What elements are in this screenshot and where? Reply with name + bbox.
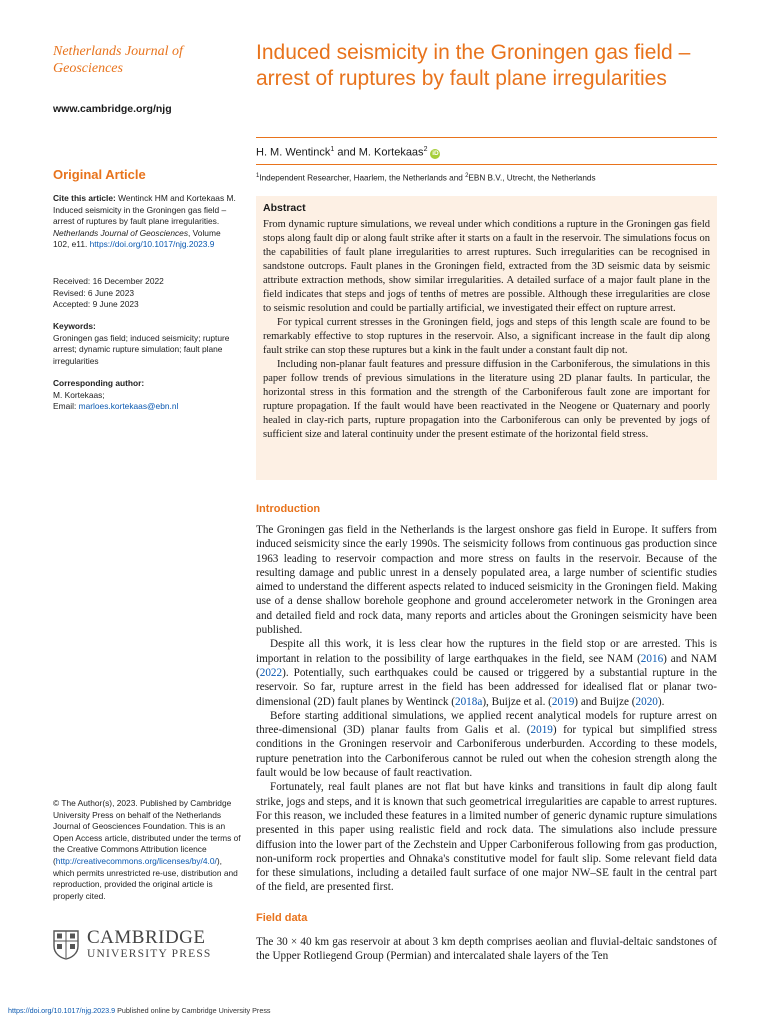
ref-buijze-2020[interactable]: 2020 xyxy=(635,695,658,708)
author-1[interactable]: H. M. Wentinck xyxy=(256,146,331,159)
authors-rule xyxy=(256,164,717,165)
intro-p2-text: ) and NAM ( xyxy=(256,652,717,679)
intro-paragraph-3 xyxy=(256,709,717,780)
journal-name: Netherlands Journal of Geosciences xyxy=(53,44,183,76)
field-data-heading: Field data xyxy=(256,912,308,924)
license-text-end: ), which permits unrestricted re-use, distribution and reproduction, provided the original article is properly cited. xyxy=(53,855,238,901)
intro-paragraph-2 xyxy=(256,637,717,708)
keywords-label: Keywords: xyxy=(53,321,96,331)
title-rule xyxy=(256,137,717,138)
affil-1-text: Independent Researcher, Haarlem, the Netherlands and xyxy=(259,173,466,183)
introduction-body xyxy=(256,523,717,895)
footer-doi-link[interactable]: https://doi.org/10.1017/njg.2023.9 xyxy=(8,1006,116,1015)
orcid-icon[interactable]: iD xyxy=(432,149,439,157)
ref-wentinck-2018a[interactable]: 2018a xyxy=(454,695,483,708)
affil-2-text: EBN B.V., Utrecht, the Netherlands xyxy=(468,173,596,183)
abstract-box xyxy=(256,196,717,480)
intro-p3-text: Before starting additional simulations, we applied recent analytical models for rupture arrest on three-dimensional (3D) planar faults from Galis et al. ( xyxy=(256,709,717,737)
ref-nam-2016[interactable]: 2016 xyxy=(640,652,664,665)
email-label: Email: xyxy=(53,401,79,412)
cite-volume: , Volume 102, e11. xyxy=(53,227,221,250)
article-title: Induced seismicity in the Groningen gas field – arrest of ruptures by fault plane irregularities xyxy=(256,41,691,90)
license-text: © The Author(s), 2023. Published by Cambridge University Press on behalf of the Netherlands Journal of Geosciences Foundation. This is an Open Access article, distributed under the terms of the Creative Commons Attribution licence ( xyxy=(53,798,241,866)
intro-paragraph-4: Fortunately, real fault planes are not flat but have kinks and transitions in fault dip along fault strike, jogs and steps, and it is known that such geometrical irregularities are capable to arrest ruptures. For this reason, we included these features in a limited number of generic dynamic rupture simulations presented in this paper using realistic field and rock data. The simulations also include pressure diffusion into the lower part of the Zechstein and Upper Carboniferous following from gas production, non-uniform rock properties and Ohnaka's constitutive model for fault slip. Some relevant field data for these simulations, including a detailed fault surface of one major NW–SE fault in the central part of the field, are presented first. xyxy=(256,781,717,894)
intro-p3-text: ) for typical but simplified stress conditions in the Groningen reservoir and Carboniferous underburden. According to these models, rupture penetration into the Carboniferous cannot be ruled out when the cohesion strength along the fault would be low because of fault reactivation. xyxy=(256,724,717,780)
abstract-heading: Abstract xyxy=(263,202,306,214)
article-type: Original Article xyxy=(53,167,146,182)
author-1-affil: 1 xyxy=(330,146,335,153)
keywords-block xyxy=(53,321,238,367)
author-list xyxy=(256,146,440,159)
keywords-text: Groningen gas field; induced seismicity; rupture arrest; dynamic rupture simulation; fault plane irregularities xyxy=(53,332,230,366)
revised-date: Revised: 6 June 2023 xyxy=(53,287,135,298)
ref-buijze-2019[interactable]: 2019 xyxy=(551,695,575,708)
corresponding-name: M. Kortekaas; xyxy=(53,389,105,400)
received-date: Received: 16 December 2022 xyxy=(53,276,164,286)
intro-p2-text: ). xyxy=(657,695,665,708)
field-data-paragraph-1: The 30 × 40 km gas reservoir at about 3 km depth comprises aeolian and fluvial-deltaic sandstones of the Upper Rotliegend Group (Permian) and intercalated shale layers of the Ten xyxy=(256,936,717,963)
author-2[interactable]: M. Kortekaas xyxy=(358,146,424,159)
abstract-paragraph-1: From dynamic rupture simulations, we reveal under which conditions a rupture in the Groningen gas field stops along fault dip or along fault strike after it starts on a fault in the reservoir. The simulations focus on the capabilities of fault plane irregularities to arrest ruptures. Such irregularities can be recognised in sandstone outcrops. Fault planes in the Groningen field, extracted from the 3D seismic data by seismic attribute extraction methods, show similar irregularities. A detailed surface of a major fault plane in the field indicates that steps and jogs of tenths of metres are possible. Although these irregularities are close to seismic resolution and could be partially artificial, we investigated their effect on rupture arrest. xyxy=(263,219,710,314)
cite-label: Cite this article: xyxy=(53,193,116,203)
intro-p2-text: ) and Buijze ( xyxy=(574,695,636,708)
license-link[interactable]: http://creativecommons.org/licenses/by/4.0/ xyxy=(55,855,217,866)
email-link[interactable]: marloes.kortekaas@ebn.nl xyxy=(78,401,179,412)
logo-line-2: UNIVERSITY PRESS xyxy=(87,948,212,960)
cite-journal: Netherlands Journal of Geosciences xyxy=(53,227,189,238)
intro-p2-text: ). Potentially, such earthquakes could be caused or triggered by a substantial rupture in the reservoir. So far, rupture arrest in the field has been addressed for idealised flat or planar two-dimensional (2D) fault planes by Wentinck ( xyxy=(256,666,717,708)
license-block xyxy=(53,798,241,902)
affil-2-mark: 2 xyxy=(465,173,469,179)
field-data-body xyxy=(256,935,717,964)
cite-block xyxy=(53,193,238,251)
ref-galis-2019[interactable]: 2019 xyxy=(530,724,553,737)
accepted-date: Accepted: 9 June 2023 xyxy=(53,299,139,310)
author-2-affil: 2 xyxy=(423,146,428,153)
affil-1-mark: 1 xyxy=(256,173,260,179)
ref-nam-2022[interactable]: 2022 xyxy=(259,666,283,679)
journal-url[interactable]: www.cambridge.org/njg xyxy=(53,103,172,115)
abstract-paragraph-3: Including non-planar fault features and pressure diffusion in the Carboniferous, the simulations in this paper follow trends of previous simulations in the literature using 2D planar faults. In particular, the horizontal stress in this formation and the strength of the Carboniferous fault zone are important for rupture propagation. If the fault would have been reactivated in the Neogene or Quaternary and poorly healed in clay-rich parts, rupture propagation into the Carboniferous can only be prevented by jogs of sufficient size and lateral continuity under the present estimate of the horizontal field stress. xyxy=(263,359,710,440)
intro-paragraph-1: The Groningen gas field in the Netherlands is the largest onshore gas field in Europe. It suffers from induced seismicity since the early 1990s. The seismicity follows from continuous gas production since 1963 leading to reservoir compaction and more stress on faults in the reservoir. Because of the resulting damage and public unrest in a densely populated area, a large number of scientific studies aimed to understand the different aspects related to induced seismicity in the Groningen field. Making use of a dense shallow borehole geophone and ground accelerometer network in the Groningen area and detailed field and rock data, many reports and articles about the Groningen seismicity have been published. xyxy=(256,524,717,637)
corresponding-author-block xyxy=(53,378,238,413)
page-footer xyxy=(8,1006,271,1015)
affiliations xyxy=(256,173,596,183)
cite-doi-link[interactable]: https://doi.org/10.1017/njg.2023.9 xyxy=(89,239,215,250)
cambridge-logo xyxy=(53,928,212,961)
corresponding-label: Corresponding author: xyxy=(53,378,145,388)
cite-text: Wentinck HM and Kortekaas M. Induced seismicity in the Groningen gas field – arrest of ruptures by fault plane irregularities. xyxy=(53,193,236,227)
intro-p2-text: ), Buijze et al. ( xyxy=(482,695,552,708)
footer-text: Published online by Cambridge University Press xyxy=(115,1006,271,1015)
abstract-paragraph-2: For typical current stresses in the Groningen field, jogs and steps of this length scale are found to be remarkably effective to stop ruptures in the reservoir. Also, a significant increase in the fault dip along fault strike can stop these ruptures but a kink in the fault under a constant fault dip not. xyxy=(263,317,710,356)
logo-line-1: CAMBRIDGE xyxy=(87,927,206,948)
author-and: and xyxy=(334,146,359,159)
dates-block xyxy=(53,276,238,311)
cambridge-shield-icon xyxy=(53,930,79,960)
intro-p2-text: Despite all this work, it is less clear how the ruptures in the field stop or are arrested. This is important in relation to the possibility of large earthquakes in the field, see NAM ( xyxy=(256,638,717,665)
introduction-heading: Introduction xyxy=(256,503,321,515)
